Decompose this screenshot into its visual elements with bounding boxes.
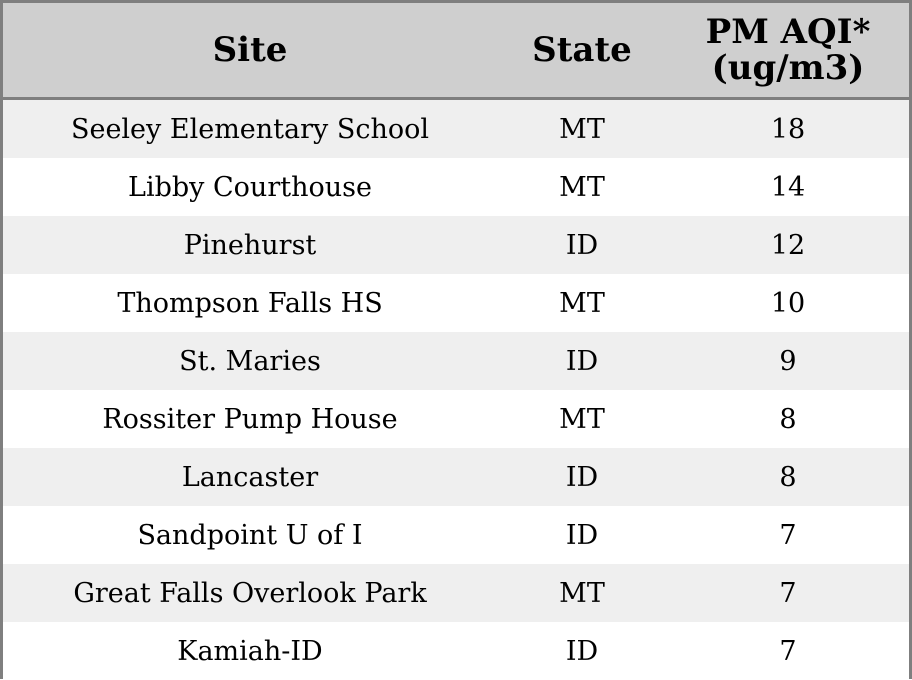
cell-site: Sandpoint U of I: [137, 519, 363, 551]
cell-site: Lancaster: [181, 461, 319, 493]
table-row: [3, 448, 909, 506]
cell-state: MT: [559, 403, 605, 435]
cell-state: ID: [565, 229, 599, 261]
cell-aqi: 7: [779, 519, 797, 551]
cell-site: Seeley Elementary School: [70, 113, 430, 145]
table-row: [3, 274, 909, 332]
header-state: [497, 3, 667, 97]
table-row: [3, 216, 909, 274]
cell-aqi: 8: [779, 461, 797, 493]
header-site-label: Site: [212, 30, 288, 70]
table-row: [3, 100, 909, 158]
cell-state: ID: [565, 461, 599, 493]
header-aqi-unit: (ug/m3): [711, 48, 865, 88]
header-state-label: State: [532, 30, 632, 70]
cell-site: Libby Courthouse: [128, 171, 372, 203]
table-row: [3, 506, 909, 564]
header-aqi-label: PM AQI*: [705, 12, 871, 52]
table-row: [3, 158, 909, 216]
cell-aqi: 18: [770, 113, 806, 145]
cell-state: MT: [559, 113, 605, 145]
cell-state: ID: [565, 519, 599, 551]
table-header: [3, 3, 909, 100]
cell-site: Pinehurst: [183, 229, 317, 261]
table-row: [3, 564, 909, 622]
cell-aqi: 14: [770, 171, 806, 203]
cell-state: ID: [565, 345, 599, 377]
cell-site: Rossiter Pump House: [102, 403, 398, 435]
table-body: [3, 100, 909, 680]
cell-site: Kamiah-ID: [177, 635, 323, 667]
table-row: [3, 390, 909, 448]
cell-aqi: 9: [779, 345, 797, 377]
cell-aqi: 7: [779, 635, 797, 667]
cell-aqi: 10: [770, 287, 806, 319]
cell-site: Great Falls Overlook Park: [73, 577, 427, 609]
table-row: [3, 622, 909, 680]
header-aqi: [667, 3, 909, 97]
cell-state: ID: [565, 635, 599, 667]
cell-aqi: 7: [779, 577, 797, 609]
header-site: [3, 3, 497, 97]
cell-state: MT: [559, 577, 605, 609]
cell-site: Thompson Falls HS: [117, 287, 383, 319]
cell-aqi: 12: [770, 229, 806, 261]
cell-state: MT: [559, 287, 605, 319]
cell-site: St. Maries: [179, 345, 321, 377]
table-row: [3, 332, 909, 390]
cell-aqi: 8: [779, 403, 797, 435]
cell-state: MT: [559, 171, 605, 203]
